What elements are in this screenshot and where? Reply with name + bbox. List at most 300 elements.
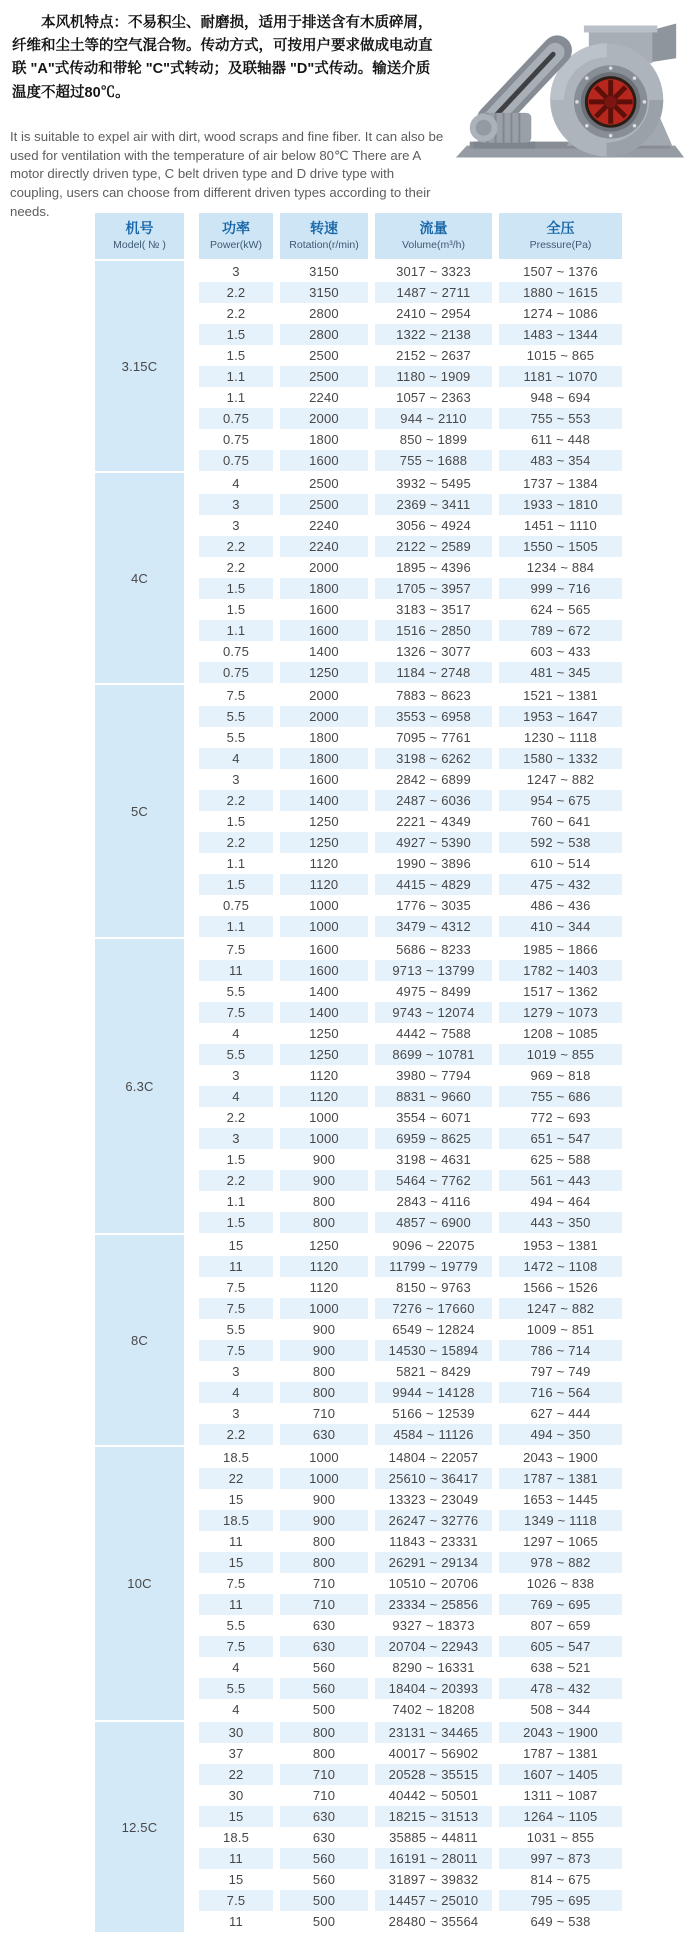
power-cell: 18.5 xyxy=(199,1827,280,1848)
pressure-cell: 1550 ~ 1505 xyxy=(499,536,622,557)
power-cell: 22 xyxy=(199,1468,280,1489)
power-cell: 5.5 xyxy=(199,1615,280,1636)
rotation-cell: 560 xyxy=(280,1657,375,1678)
power-cell: 7.5 xyxy=(199,1573,280,1594)
table-row xyxy=(95,683,622,706)
rotation-cell: 560 xyxy=(280,1848,375,1869)
power-cell: 0.75 xyxy=(199,662,280,683)
pressure-cell: 1787 ~ 1381 xyxy=(499,1743,622,1764)
power-cell: 1.1 xyxy=(199,387,280,408)
power-cell: 7.5 xyxy=(199,1340,280,1361)
rotation-cell: 1600 xyxy=(280,769,375,790)
product-image-centrifugal-fan xyxy=(440,16,698,166)
power-cell: 15 xyxy=(199,1806,280,1827)
pressure-cell: 1880 ~ 1615 xyxy=(499,282,622,303)
rotation-cell: 1800 xyxy=(280,748,375,769)
power-cell: 11 xyxy=(199,1911,280,1932)
pressure-cell: 1015 ~ 865 xyxy=(499,345,622,366)
power-cell: 1.5 xyxy=(199,1212,280,1233)
rotation-cell: 900 xyxy=(280,1510,375,1531)
rotation-cell: 1400 xyxy=(280,790,375,811)
volume-cell: 4927 ~ 5390 xyxy=(375,832,499,853)
volume-cell: 5686 ~ 8233 xyxy=(375,937,499,960)
power-cell: 2.2 xyxy=(199,282,280,303)
volume-cell: 9713 ~ 13799 xyxy=(375,960,499,981)
pressure-cell: 1953 ~ 1647 xyxy=(499,706,622,727)
pressure-cell: 948 ~ 694 xyxy=(499,387,622,408)
pressure-cell: 475 ~ 432 xyxy=(499,874,622,895)
volume-cell: 31897 ~ 39832 xyxy=(375,1869,499,1890)
rotation-cell: 900 xyxy=(280,1489,375,1510)
rotation-cell: 1400 xyxy=(280,981,375,1002)
power-cell: 1.5 xyxy=(199,345,280,366)
volume-cell: 26291 ~ 29134 xyxy=(375,1552,499,1573)
pressure-cell: 755 ~ 686 xyxy=(499,1086,622,1107)
power-cell: 5.5 xyxy=(199,1044,280,1065)
pressure-cell: 1311 ~ 1087 xyxy=(499,1785,622,1806)
volume-cell: 1705 ~ 3957 xyxy=(375,578,499,599)
power-cell: 1.1 xyxy=(199,1191,280,1212)
pressure-cell: 1737 ~ 1384 xyxy=(499,471,622,494)
power-cell: 0.75 xyxy=(199,895,280,916)
power-cell: 30 xyxy=(199,1785,280,1806)
rotation-cell: 710 xyxy=(280,1403,375,1424)
rotation-cell: 630 xyxy=(280,1424,375,1445)
pressure-cell: 978 ~ 882 xyxy=(499,1552,622,1573)
power-cell: 3 xyxy=(199,494,280,515)
volume-cell: 7276 ~ 17660 xyxy=(375,1298,499,1319)
volume-cell: 8831 ~ 9660 xyxy=(375,1086,499,1107)
rotation-cell: 3150 xyxy=(280,259,375,282)
rotation-cell: 1120 xyxy=(280,1256,375,1277)
power-cell: 7.5 xyxy=(199,1890,280,1911)
rotation-cell: 1120 xyxy=(280,874,375,895)
volume-cell: 11843 ~ 23331 xyxy=(375,1531,499,1552)
volume-cell: 9743 ~ 12074 xyxy=(375,1002,499,1023)
volume-cell: 11799 ~ 19779 xyxy=(375,1256,499,1277)
volume-cell: 40442 ~ 50501 xyxy=(375,1785,499,1806)
rotation-cell: 800 xyxy=(280,1212,375,1233)
pressure-cell: 1247 ~ 882 xyxy=(499,769,622,790)
volume-cell: 4975 ~ 8499 xyxy=(375,981,499,1002)
power-cell: 18.5 xyxy=(199,1510,280,1531)
power-cell: 7.5 xyxy=(199,1277,280,1298)
volume-cell: 40017 ~ 56902 xyxy=(375,1743,499,1764)
power-cell: 2.2 xyxy=(199,1424,280,1445)
power-cell: 2.2 xyxy=(199,1170,280,1191)
volume-cell: 2369 ~ 3411 xyxy=(375,494,499,515)
header-model: 机号 Model( № ) xyxy=(95,213,199,259)
volume-cell: 14457 ~ 25010 xyxy=(375,1890,499,1911)
pressure-cell: 1472 ~ 1108 xyxy=(499,1256,622,1277)
pressure-cell: 1933 ~ 1810 xyxy=(499,494,622,515)
volume-cell: 7402 ~ 18208 xyxy=(375,1699,499,1720)
power-cell: 7.5 xyxy=(199,1636,280,1657)
power-cell: 1.1 xyxy=(199,620,280,641)
rotation-cell: 900 xyxy=(280,1319,375,1340)
rotation-cell: 2000 xyxy=(280,408,375,429)
rotation-cell: 800 xyxy=(280,1531,375,1552)
rotation-cell: 2000 xyxy=(280,706,375,727)
volume-cell: 2843 ~ 4116 xyxy=(375,1191,499,1212)
rotation-cell: 1800 xyxy=(280,727,375,748)
rotation-cell: 560 xyxy=(280,1678,375,1699)
pressure-cell: 1483 ~ 1344 xyxy=(499,324,622,345)
spec-table-header-row xyxy=(95,213,622,259)
pressure-cell: 627 ~ 444 xyxy=(499,1403,622,1424)
volume-cell: 35885 ~ 44811 xyxy=(375,1827,499,1848)
pressure-cell: 795 ~ 695 xyxy=(499,1890,622,1911)
power-cell: 37 xyxy=(199,1743,280,1764)
power-cell: 4 xyxy=(199,1086,280,1107)
volume-cell: 3198 ~ 4631 xyxy=(375,1149,499,1170)
rotation-cell: 1120 xyxy=(280,853,375,874)
volume-cell: 7883 ~ 8623 xyxy=(375,683,499,706)
table-row xyxy=(95,1720,622,1743)
power-cell: 0.75 xyxy=(199,641,280,662)
volume-cell: 3198 ~ 6262 xyxy=(375,748,499,769)
rotation-cell: 560 xyxy=(280,1869,375,1890)
power-cell: 1.1 xyxy=(199,366,280,387)
power-cell: 3 xyxy=(199,769,280,790)
volume-cell: 3056 ~ 4924 xyxy=(375,515,499,536)
volume-cell: 6549 ~ 12824 xyxy=(375,1319,499,1340)
volume-cell: 3932 ~ 5495 xyxy=(375,471,499,494)
volume-cell: 3554 ~ 6071 xyxy=(375,1107,499,1128)
volume-cell: 6959 ~ 8625 xyxy=(375,1128,499,1149)
rotation-cell: 1600 xyxy=(280,620,375,641)
volume-cell: 1895 ~ 4396 xyxy=(375,557,499,578)
pressure-cell: 814 ~ 675 xyxy=(499,1869,622,1890)
rotation-cell: 1120 xyxy=(280,1277,375,1298)
intro-english-text: It is suitable to expel air with dirt, wood scraps and fine fiber. It can also be used for ventilation with the temperature of air below 80℃ There are A motor directly driven type, C belt driven type and D drive type with coupling, users can choose from different driven types according to their needs. xyxy=(10,129,444,219)
model-cell: 8C xyxy=(95,1233,199,1445)
pressure-cell: 1279 ~ 1073 xyxy=(499,1002,622,1023)
pressure-cell: 1297 ~ 1065 xyxy=(499,1531,622,1552)
pressure-cell: 651 ~ 547 xyxy=(499,1128,622,1149)
intro-section xyxy=(0,0,700,219)
power-cell: 4 xyxy=(199,748,280,769)
power-cell: 5.5 xyxy=(199,1319,280,1340)
volume-cell: 1322 ~ 2138 xyxy=(375,324,499,345)
volume-cell: 944 ~ 2110 xyxy=(375,408,499,429)
power-cell: 5.5 xyxy=(199,706,280,727)
pressure-cell: 1580 ~ 1332 xyxy=(499,748,622,769)
power-cell: 1.1 xyxy=(199,853,280,874)
rotation-cell: 1250 xyxy=(280,662,375,683)
power-cell: 1.5 xyxy=(199,1149,280,1170)
power-cell: 4 xyxy=(199,1657,280,1678)
rotation-cell: 1000 xyxy=(280,1128,375,1149)
rotation-cell: 1400 xyxy=(280,641,375,662)
intro-chinese-text: 本风机特点：不易积尘、耐磨损，适用于排送含有木质碎屑，纤维和尘土等的空气混合物。传动方式，可按用户要求做成电动直联 "A"式传动和带轮 "C"式转动；及联轴器 "D"式传动。输送介质温度不超过80℃。 xyxy=(12,15,433,101)
rotation-cell: 800 xyxy=(280,1743,375,1764)
power-cell: 7.5 xyxy=(199,1002,280,1023)
power-cell: 15 xyxy=(199,1552,280,1573)
pressure-cell: 1264 ~ 1105 xyxy=(499,1806,622,1827)
power-cell: 11 xyxy=(199,1531,280,1552)
rotation-cell: 2800 xyxy=(280,303,375,324)
spec-table-body xyxy=(95,259,622,1932)
volume-cell: 9096 ~ 22075 xyxy=(375,1233,499,1256)
model-cell: 10C xyxy=(95,1445,199,1720)
pressure-cell: 561 ~ 443 xyxy=(499,1170,622,1191)
model-cell: 5C xyxy=(95,683,199,937)
pressure-cell: 494 ~ 350 xyxy=(499,1424,622,1445)
pressure-cell: 1653 ~ 1445 xyxy=(499,1489,622,1510)
rotation-cell: 2500 xyxy=(280,494,375,515)
pressure-cell: 592 ~ 538 xyxy=(499,832,622,853)
rotation-cell: 2500 xyxy=(280,471,375,494)
rotation-cell: 1600 xyxy=(280,450,375,471)
volume-cell: 1776 ~ 3035 xyxy=(375,895,499,916)
pressure-cell: 624 ~ 565 xyxy=(499,599,622,620)
pressure-cell: 443 ~ 350 xyxy=(499,1212,622,1233)
pressure-cell: 1208 ~ 1085 xyxy=(499,1023,622,1044)
rotation-cell: 500 xyxy=(280,1890,375,1911)
pressure-cell: 760 ~ 641 xyxy=(499,811,622,832)
volume-cell: 9944 ~ 14128 xyxy=(375,1382,499,1403)
pressure-cell: 954 ~ 675 xyxy=(499,790,622,811)
power-cell: 3 xyxy=(199,1361,280,1382)
power-cell: 5.5 xyxy=(199,981,280,1002)
rotation-cell: 1000 xyxy=(280,916,375,937)
pressure-cell: 649 ~ 538 xyxy=(499,1911,622,1932)
volume-cell: 1184 ~ 2748 xyxy=(375,662,499,683)
pressure-cell: 1181 ~ 1070 xyxy=(499,366,622,387)
power-cell: 3 xyxy=(199,1065,280,1086)
volume-cell: 5821 ~ 8429 xyxy=(375,1361,499,1382)
volume-cell: 4442 ~ 7588 xyxy=(375,1023,499,1044)
pressure-cell: 2043 ~ 1900 xyxy=(499,1445,622,1468)
pressure-cell: 1026 ~ 838 xyxy=(499,1573,622,1594)
power-cell: 5.5 xyxy=(199,727,280,748)
rotation-cell: 800 xyxy=(280,1382,375,1403)
power-cell: 11 xyxy=(199,1848,280,1869)
rotation-cell: 1120 xyxy=(280,1065,375,1086)
pressure-cell: 807 ~ 659 xyxy=(499,1615,622,1636)
volume-cell: 8699 ~ 10781 xyxy=(375,1044,499,1065)
pressure-cell: 603 ~ 433 xyxy=(499,641,622,662)
rotation-cell: 710 xyxy=(280,1573,375,1594)
pressure-cell: 997 ~ 873 xyxy=(499,1848,622,1869)
volume-cell: 3017 ~ 3323 xyxy=(375,259,499,282)
volume-cell: 8150 ~ 9763 xyxy=(375,1277,499,1298)
volume-cell: 14804 ~ 22057 xyxy=(375,1445,499,1468)
pressure-cell: 716 ~ 564 xyxy=(499,1382,622,1403)
pressure-cell: 1009 ~ 851 xyxy=(499,1319,622,1340)
volume-cell: 1487 ~ 2711 xyxy=(375,282,499,303)
pressure-cell: 483 ~ 354 xyxy=(499,450,622,471)
pressure-cell: 1234 ~ 884 xyxy=(499,557,622,578)
pressure-cell: 611 ~ 448 xyxy=(499,429,622,450)
rotation-cell: 1000 xyxy=(280,1107,375,1128)
volume-cell: 26247 ~ 32776 xyxy=(375,1510,499,1531)
volume-cell: 1990 ~ 3896 xyxy=(375,853,499,874)
pressure-cell: 638 ~ 521 xyxy=(499,1657,622,1678)
volume-cell: 4857 ~ 6900 xyxy=(375,1212,499,1233)
rotation-cell: 800 xyxy=(280,1720,375,1743)
pressure-cell: 508 ~ 344 xyxy=(499,1699,622,1720)
volume-cell: 3980 ~ 7794 xyxy=(375,1065,499,1086)
volume-cell: 3553 ~ 6958 xyxy=(375,706,499,727)
power-cell: 0.75 xyxy=(199,429,280,450)
power-cell: 2.2 xyxy=(199,303,280,324)
power-cell: 7.5 xyxy=(199,683,280,706)
rotation-cell: 2500 xyxy=(280,345,375,366)
power-cell: 2.2 xyxy=(199,790,280,811)
pressure-cell: 1517 ~ 1362 xyxy=(499,981,622,1002)
pressure-cell: 605 ~ 547 xyxy=(499,1636,622,1657)
rotation-cell: 1000 xyxy=(280,1298,375,1319)
rotation-cell: 900 xyxy=(280,1340,375,1361)
model-cell: 3.15C xyxy=(95,259,199,471)
table-row xyxy=(95,259,622,282)
rotation-cell: 2000 xyxy=(280,557,375,578)
volume-cell: 23131 ~ 34465 xyxy=(375,1720,499,1743)
rotation-cell: 1400 xyxy=(280,1002,375,1023)
rotation-cell: 2000 xyxy=(280,683,375,706)
pressure-cell: 494 ~ 464 xyxy=(499,1191,622,1212)
volume-cell: 5464 ~ 7762 xyxy=(375,1170,499,1191)
pressure-cell: 1019 ~ 855 xyxy=(499,1044,622,1065)
volume-cell: 20704 ~ 22943 xyxy=(375,1636,499,1657)
power-cell: 11 xyxy=(199,1256,280,1277)
rotation-cell: 1250 xyxy=(280,832,375,853)
power-cell: 4 xyxy=(199,1023,280,1044)
volume-cell: 18404 ~ 20393 xyxy=(375,1678,499,1699)
pressure-cell: 969 ~ 818 xyxy=(499,1065,622,1086)
rotation-cell: 710 xyxy=(280,1594,375,1615)
power-cell: 2.2 xyxy=(199,557,280,578)
model-cell: 4C xyxy=(95,471,199,683)
rotation-cell: 3150 xyxy=(280,282,375,303)
power-cell: 4 xyxy=(199,471,280,494)
power-cell: 3 xyxy=(199,1128,280,1149)
volume-cell: 5166 ~ 12539 xyxy=(375,1403,499,1424)
power-cell: 1.5 xyxy=(199,811,280,832)
volume-cell: 2487 ~ 6036 xyxy=(375,790,499,811)
volume-cell: 3479 ~ 4312 xyxy=(375,916,499,937)
rotation-cell: 1600 xyxy=(280,960,375,981)
rotation-cell: 710 xyxy=(280,1785,375,1806)
header-rotation: 转速 Rotation(r/min) xyxy=(280,213,375,259)
volume-cell: 23334 ~ 25856 xyxy=(375,1594,499,1615)
pressure-cell: 1787 ~ 1381 xyxy=(499,1468,622,1489)
rotation-cell: 1600 xyxy=(280,937,375,960)
power-cell: 2.2 xyxy=(199,536,280,557)
rotation-cell: 2240 xyxy=(280,536,375,557)
volume-cell: 8290 ~ 16331 xyxy=(375,1657,499,1678)
power-cell: 2.2 xyxy=(199,1107,280,1128)
volume-cell: 14530 ~ 15894 xyxy=(375,1340,499,1361)
rotation-cell: 2240 xyxy=(280,515,375,536)
volume-cell: 25610 ~ 36417 xyxy=(375,1468,499,1489)
rotation-cell: 710 xyxy=(280,1764,375,1785)
spec-table xyxy=(95,213,622,1932)
power-cell: 15 xyxy=(199,1489,280,1510)
rotation-cell: 1120 xyxy=(280,1086,375,1107)
header-volume: 流量 Volume(m³/h) xyxy=(375,213,499,259)
rotation-cell: 1000 xyxy=(280,1445,375,1468)
pressure-cell: 789 ~ 672 xyxy=(499,620,622,641)
pressure-cell: 1566 ~ 1526 xyxy=(499,1277,622,1298)
rotation-cell: 1250 xyxy=(280,1023,375,1044)
pressure-cell: 1507 ~ 1376 xyxy=(499,259,622,282)
rotation-cell: 800 xyxy=(280,1191,375,1212)
pressure-cell: 625 ~ 588 xyxy=(499,1149,622,1170)
power-cell: 4 xyxy=(199,1699,280,1720)
rotation-cell: 1800 xyxy=(280,578,375,599)
power-cell: 1.5 xyxy=(199,578,280,599)
rotation-cell: 1250 xyxy=(280,1044,375,1065)
volume-cell: 10510 ~ 20706 xyxy=(375,1573,499,1594)
rotation-cell: 2500 xyxy=(280,366,375,387)
volume-cell: 9327 ~ 18373 xyxy=(375,1615,499,1636)
pressure-cell: 1521 ~ 1381 xyxy=(499,683,622,706)
pressure-cell: 755 ~ 553 xyxy=(499,408,622,429)
rotation-cell: 800 xyxy=(280,1361,375,1382)
rotation-cell: 900 xyxy=(280,1149,375,1170)
volume-cell: 1057 ~ 2363 xyxy=(375,387,499,408)
header-power: 功率 Power(kW) xyxy=(199,213,280,259)
power-cell: 15 xyxy=(199,1869,280,1890)
rotation-cell: 1600 xyxy=(280,599,375,620)
volume-cell: 2122 ~ 2589 xyxy=(375,536,499,557)
volume-cell: 4584 ~ 11126 xyxy=(375,1424,499,1445)
power-cell: 3 xyxy=(199,1403,280,1424)
power-cell: 1.5 xyxy=(199,874,280,895)
rotation-cell: 630 xyxy=(280,1827,375,1848)
pressure-cell: 1349 ~ 1118 xyxy=(499,1510,622,1531)
volume-cell: 4415 ~ 4829 xyxy=(375,874,499,895)
pressure-cell: 486 ~ 436 xyxy=(499,895,622,916)
power-cell: 3 xyxy=(199,515,280,536)
rotation-cell: 900 xyxy=(280,1170,375,1191)
power-cell: 7.5 xyxy=(199,1298,280,1319)
power-cell: 15 xyxy=(199,1233,280,1256)
rotation-cell: 800 xyxy=(280,1552,375,1573)
volume-cell: 16191 ~ 28011 xyxy=(375,1848,499,1869)
pressure-cell: 786 ~ 714 xyxy=(499,1340,622,1361)
volume-cell: 18215 ~ 31513 xyxy=(375,1806,499,1827)
pressure-cell: 610 ~ 514 xyxy=(499,853,622,874)
volume-cell: 1326 ~ 3077 xyxy=(375,641,499,662)
volume-cell: 2221 ~ 4349 xyxy=(375,811,499,832)
pressure-cell: 1451 ~ 1110 xyxy=(499,515,622,536)
volume-cell: 28480 ~ 35564 xyxy=(375,1911,499,1932)
power-cell: 3 xyxy=(199,259,280,282)
rotation-cell: 1000 xyxy=(280,895,375,916)
pressure-cell: 481 ~ 345 xyxy=(499,662,622,683)
rotation-cell: 630 xyxy=(280,1636,375,1657)
pressure-cell: 2043 ~ 1900 xyxy=(499,1720,622,1743)
volume-cell: 1180 ~ 1909 xyxy=(375,366,499,387)
table-row xyxy=(95,937,622,960)
volume-cell: 755 ~ 1688 xyxy=(375,450,499,471)
power-cell: 0.75 xyxy=(199,450,280,471)
power-cell: 5.5 xyxy=(199,1678,280,1699)
rotation-cell: 1250 xyxy=(280,811,375,832)
power-cell: 1.1 xyxy=(199,916,280,937)
volume-cell: 20528 ~ 35515 xyxy=(375,1764,499,1785)
pressure-cell: 1031 ~ 855 xyxy=(499,1827,622,1848)
pressure-cell: 797 ~ 749 xyxy=(499,1361,622,1382)
pressure-cell: 1782 ~ 1403 xyxy=(499,960,622,981)
rotation-cell: 1000 xyxy=(280,1468,375,1489)
rotation-cell: 2240 xyxy=(280,387,375,408)
pressure-cell: 1985 ~ 1866 xyxy=(499,937,622,960)
